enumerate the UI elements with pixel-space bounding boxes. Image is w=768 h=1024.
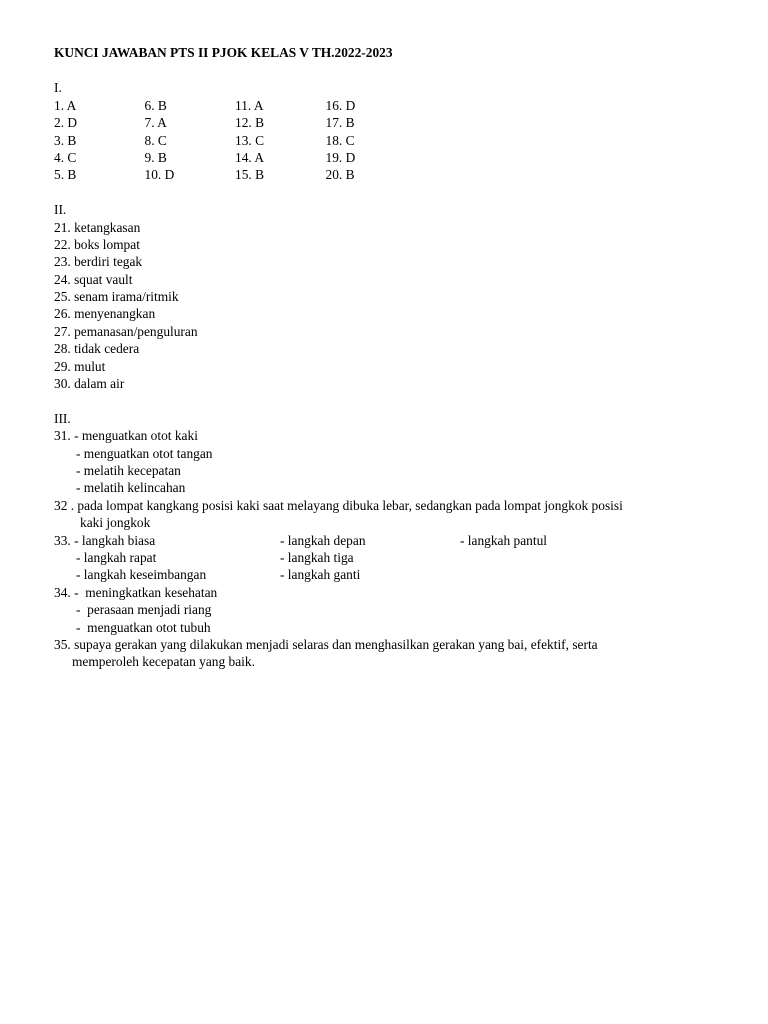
spacer [54, 392, 714, 409]
mc-answer: 10. D [144, 167, 175, 183]
answer-31-line: - melatih kelincahan [76, 480, 186, 496]
mc-answer: 19. D [325, 149, 356, 165]
mc-answer: 13. C [235, 132, 265, 148]
mc-answer: 4. C [54, 149, 77, 165]
answer-key-document [54, 44, 714, 671]
mc-row [54, 114, 714, 131]
document-title: KUNCI JAWABAN PTS II PJOK KELAS V TH.2022-2023 [54, 45, 393, 60]
mc-answer: 14. A [235, 149, 265, 165]
answer-35-line: memperoleh kecepatan yang baik. [72, 654, 255, 670]
answer-34-line: 34. - meningkatkan kesehatan [54, 584, 218, 600]
short-answer-item: 23. berdiri tegak [54, 254, 143, 270]
mc-answer: 20. B [325, 167, 355, 183]
section-heading-2: II. [54, 202, 67, 218]
short-answer-item: 30. dalam air [54, 376, 125, 392]
answer-33-item: - langkah tiga [280, 549, 354, 565]
mc-answer: 6. B [144, 97, 167, 113]
answer-33-row [54, 566, 714, 583]
answer-33-item: - langkah pantul [460, 532, 548, 548]
mc-answer: 12. B [235, 115, 265, 131]
mc-answer: 11. A [235, 97, 264, 113]
answer-32-line: 32 . pada lompat kangkang posisi kaki saat melayang dibuka lebar, sedangkan pada lompat jongkok posisi [54, 497, 623, 513]
short-answer-item: 29. mulut [54, 358, 106, 374]
answer-34 [54, 584, 714, 636]
short-answer-item: 28. tidak cedera [54, 341, 140, 357]
answer-33-row [54, 549, 714, 566]
mc-row [54, 132, 714, 149]
spacer [54, 184, 714, 201]
mc-answer: 5. B [54, 167, 77, 183]
mc-answer: 8. C [144, 132, 167, 148]
short-answer-item: 27. pemanasan/penguluran [54, 323, 198, 339]
short-answer-item: 24. squat vault [54, 271, 133, 287]
mc-answer: 3. B [54, 132, 77, 148]
answer-33-item: - langkah rapat [76, 549, 157, 565]
mc-answer: 15. B [235, 167, 265, 183]
short-answer-item: 26. menyenangkan [54, 306, 156, 322]
section-essay [54, 410, 714, 671]
answer-33 [54, 532, 714, 584]
mc-answer: 1. A [54, 97, 77, 113]
answer-31 [54, 427, 714, 497]
answer-34-line: - perasaan menjadi riang [76, 602, 212, 618]
mc-row [54, 166, 714, 183]
mc-answer: 17. B [325, 115, 355, 131]
mc-row [54, 149, 714, 166]
answer-35 [54, 636, 714, 671]
answer-32-line: kaki jongkok [80, 515, 151, 531]
answer-33-item: 33. - langkah biasa [54, 532, 156, 548]
section-heading-1: I. [54, 80, 62, 96]
answer-33-item: - langkah keseimbangan [76, 567, 207, 583]
answer-31-line: - menguatkan otot tangan [76, 445, 213, 461]
section-multiple-choice [54, 79, 714, 183]
mc-answer: 2. D [54, 115, 78, 131]
mc-row [54, 97, 714, 114]
section-short-answer [54, 201, 714, 392]
answer-33-row [54, 532, 714, 549]
short-answer-item: 22. boks lompat [54, 236, 140, 252]
mc-answer: 16. D [325, 97, 356, 113]
answer-35-line: 35. supaya gerakan yang dilakukan menjadi selaras dan menghasilkan gerakan yang bai, efektif, serta [54, 636, 598, 652]
answer-33-item: - langkah ganti [280, 567, 361, 583]
short-answer-item: 25. senam irama/ritmik [54, 289, 179, 305]
section-heading-3: III. [54, 410, 71, 426]
answer-31-line: - melatih kecepatan [76, 462, 181, 478]
answer-33-item: - langkah depan [280, 532, 366, 548]
mc-answer: 18. C [325, 132, 355, 148]
spacer [54, 62, 714, 79]
answer-34-line: - menguatkan otot tubuh [76, 619, 211, 635]
mc-answer: 7. A [144, 115, 167, 131]
short-answer-item: 21. ketangkasan [54, 219, 141, 235]
answer-32 [54, 497, 714, 532]
mc-answer: 9. B [144, 149, 167, 165]
answer-31-line: 31. - menguatkan otot kaki [54, 428, 198, 444]
